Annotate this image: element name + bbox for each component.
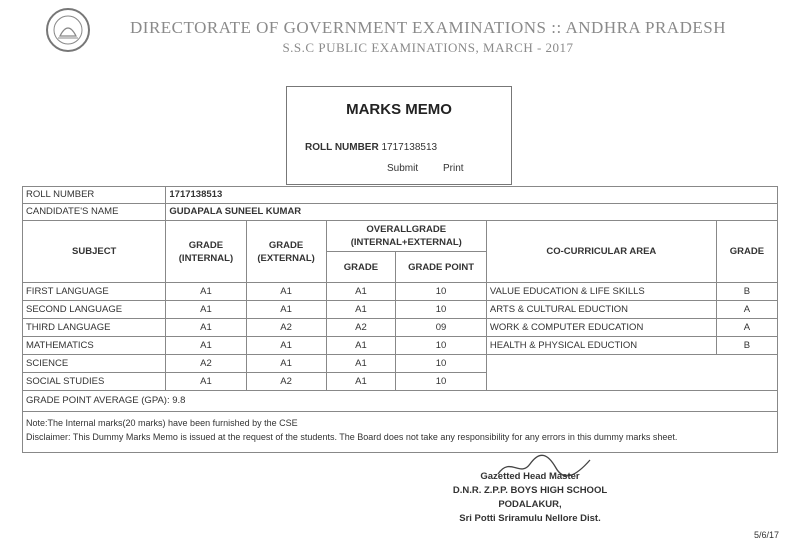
grade-external: A1 (246, 337, 326, 355)
overall-grade-subheader: GRADE (326, 252, 396, 283)
notes-cell (23, 412, 778, 453)
co-curricular-grade: B (716, 337, 777, 355)
grade-internal: A1 (166, 373, 246, 391)
co-curricular-area: ARTS & CULTURAL EDUCTION (486, 301, 716, 319)
table-row (23, 337, 778, 355)
grade-point-subheader: GRADE POINT (396, 252, 487, 283)
grade-internal: A1 (166, 319, 246, 337)
grade-internal: A1 (166, 301, 246, 319)
header-exam-name: S.S.C PUBLIC EXAMINATIONS, MARCH - 2017 (282, 40, 574, 55)
table-header-row (23, 221, 778, 252)
co-curricular-area: VALUE EDUCATION & LIFE SKILLS (486, 283, 716, 301)
memo-roll-value: 1717138513 (381, 142, 438, 153)
grade-internal-header: GRADE (INTERNAL) (166, 221, 246, 283)
handwritten-date: 5/6/17 (754, 530, 780, 540)
candidate-name-value: GUDAPALA SUNEEL KUMAR (166, 204, 778, 221)
memo-roll-number (305, 142, 437, 153)
overall-grade: A1 (326, 355, 396, 373)
overall-grade: A1 (326, 337, 396, 355)
subject-name: FIRST LANGUAGE (23, 283, 166, 301)
submit-button[interactable]: Submit (387, 163, 419, 174)
grade-external: A2 (246, 319, 326, 337)
table-row (23, 283, 778, 301)
headmaster-stamp (420, 470, 640, 526)
memo-title: MARKS MEMO (346, 101, 452, 118)
header-directorate: DIRECTORATE OF GOVERNMENT EXAMINATIONS :: ANDHRA PRADESH (130, 18, 726, 37)
government-emblem-logo (44, 6, 92, 54)
roll-number-row (23, 187, 778, 204)
disclaimer-text: Disclaimer: This Dummy Marks Memo is issued at the request of the students. The Board does not take any responsibility for any errors in this dummy marks sheet. (26, 432, 678, 442)
stamp-district: Sri Potti Sriramulu Nellore Dist. (459, 513, 601, 524)
grade-external-header: GRADE (EXTERNAL) (246, 221, 326, 283)
marks-memo-form (286, 86, 512, 185)
overall-grade: A1 (326, 283, 396, 301)
grade-external: A1 (246, 355, 326, 373)
grade-internal: A1 (166, 283, 246, 301)
table-row (23, 301, 778, 319)
internal-marks-note: Note:The Internal marks(20 marks) have been furnished by the CSE (26, 418, 298, 428)
overall-grade: A1 (326, 373, 396, 391)
co-curricular-grade: A (716, 301, 777, 319)
co-curricular-area: WORK & COMPUTER EDUCATION (486, 319, 716, 337)
marks-table (22, 186, 778, 453)
candidate-name-label: CANDIDATE'S NAME (23, 204, 166, 221)
roll-number-value: 1717138513 (166, 187, 778, 204)
subject-name: SCIENCE (23, 355, 166, 373)
grade-external: A2 (246, 373, 326, 391)
overall-grade-header: OVERALLGRADE (INTERNAL+EXTERNAL) (326, 221, 486, 252)
notes-row (23, 412, 778, 453)
stamp-town: PODALAKUR, (498, 499, 562, 510)
subject-header: SUBJECT (23, 221, 166, 283)
overall-grade: A2 (326, 319, 396, 337)
co-curricular-area: HEALTH & PHYSICAL EDUCTION (486, 337, 716, 355)
grade-internal: A1 (166, 337, 246, 355)
grade-point: 10 (396, 337, 487, 355)
subject-name: THIRD LANGUAGE (23, 319, 166, 337)
grade-external: A1 (246, 283, 326, 301)
co-grade-header: GRADE (716, 221, 777, 283)
stamp-designation: Gazetted Head Master (480, 471, 580, 482)
grade-point: 10 (396, 301, 487, 319)
subject-name: MATHEMATICS (23, 337, 166, 355)
subject-name: SOCIAL STUDIES (23, 373, 166, 391)
grade-point: 10 (396, 283, 487, 301)
grade-external: A1 (246, 301, 326, 319)
overall-grade: A1 (326, 301, 396, 319)
co-curricular-grade: A (716, 319, 777, 337)
memo-roll-label: ROLL NUMBER (305, 142, 379, 153)
co-curricular-grade: B (716, 283, 777, 301)
roll-number-label: ROLL NUMBER (23, 187, 166, 204)
table-row (23, 319, 778, 337)
print-button[interactable]: Print (443, 163, 464, 174)
gpa-row (23, 391, 778, 412)
grade-point: 10 (396, 355, 487, 373)
grade-point: 10 (396, 373, 487, 391)
stamp-school: D.N.R. Z.P.P. BOYS HIGH SCHOOL (452, 485, 608, 496)
grade-point: 09 (396, 319, 487, 337)
table-row (23, 355, 778, 373)
co-curricular-header: CO-CURRICULAR AREA (486, 221, 716, 283)
grade-internal: A2 (166, 355, 246, 373)
gpa-value: GRADE POINT AVERAGE (GPA): 9.8 (23, 391, 778, 412)
candidate-name-row (23, 204, 778, 221)
co-curricular-empty (486, 355, 777, 391)
subject-name: SECOND LANGUAGE (23, 301, 166, 319)
